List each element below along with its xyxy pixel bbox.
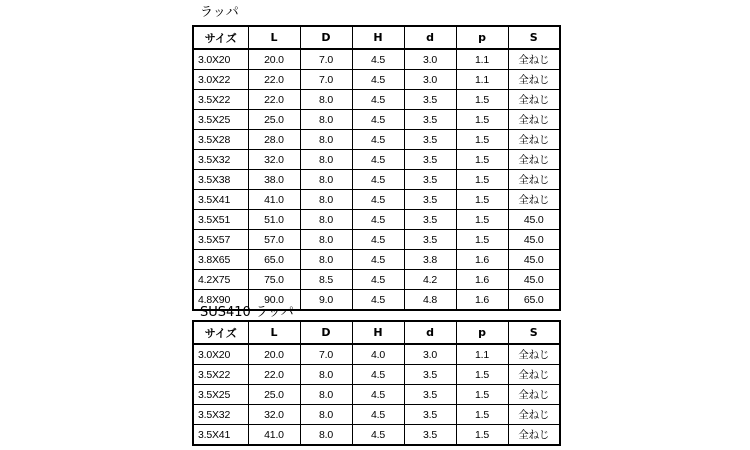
- cell-pitch-p: 1.1: [456, 49, 508, 70]
- cell-size: 3.5X41: [193, 425, 248, 446]
- cell-thread-d: 3.5: [404, 170, 456, 190]
- cell-thread-d: 3.5: [404, 190, 456, 210]
- cell-diameter-d: 8.5: [300, 270, 352, 290]
- column-header-thread-length-s: S: [508, 321, 560, 344]
- column-header-length-l: L: [248, 26, 300, 49]
- cell-diameter-d: 8.0: [300, 230, 352, 250]
- cell-thread-length-s: 45.0: [508, 230, 560, 250]
- cell-pitch-p: 1.5: [456, 425, 508, 446]
- cell-height-h: 4.5: [352, 385, 404, 405]
- cell-thread-length-s: 全ねじ: [508, 90, 560, 110]
- cell-thread-length-s: 45.0: [508, 210, 560, 230]
- cell-thread-length-s: 65.0: [508, 290, 560, 311]
- cell-thread-d: 4.8: [404, 290, 456, 311]
- cell-height-h: 4.5: [352, 290, 404, 311]
- cell-height-h: 4.5: [352, 365, 404, 385]
- cell-thread-d: 3.5: [404, 230, 456, 250]
- cell-length-l: 25.0: [248, 110, 300, 130]
- cell-thread-d: 3.8: [404, 250, 456, 270]
- cell-diameter-d: 9.0: [300, 290, 352, 311]
- table-row: [193, 365, 560, 385]
- cell-pitch-p: 1.5: [456, 90, 508, 110]
- cell-diameter-d: 8.0: [300, 385, 352, 405]
- cell-thread-d: 3.5: [404, 150, 456, 170]
- cell-height-h: 4.5: [352, 270, 404, 290]
- cell-height-h: 4.5: [352, 405, 404, 425]
- column-header-diameter-d: D: [300, 26, 352, 49]
- column-header-height-h: H: [352, 26, 404, 49]
- table-header-row: [193, 26, 560, 49]
- cell-pitch-p: 1.6: [456, 270, 508, 290]
- cell-diameter-d: 8.0: [300, 425, 352, 446]
- cell-size: 3.0X20: [193, 49, 248, 70]
- cell-thread-d: 3.5: [404, 365, 456, 385]
- cell-diameter-d: 8.0: [300, 110, 352, 130]
- cell-length-l: 25.0: [248, 385, 300, 405]
- table-row: [193, 150, 560, 170]
- cell-height-h: 4.0: [352, 344, 404, 365]
- cell-size: 3.5X28: [193, 130, 248, 150]
- cell-thread-d: 4.2: [404, 270, 456, 290]
- cell-size: 3.5X57: [193, 230, 248, 250]
- cell-pitch-p: 1.6: [456, 290, 508, 311]
- spec-table-rappa: [192, 25, 561, 311]
- cell-size: 3.5X32: [193, 405, 248, 425]
- column-header-size: サイズ: [193, 26, 248, 49]
- table-row: [193, 130, 560, 150]
- column-header-thread-d: d: [404, 26, 456, 49]
- cell-thread-d: 3.0: [404, 344, 456, 365]
- cell-size: 3.5X32: [193, 150, 248, 170]
- cell-size: 3.5X22: [193, 90, 248, 110]
- cell-height-h: 4.5: [352, 49, 404, 70]
- table-row: [193, 405, 560, 425]
- cell-length-l: 38.0: [248, 170, 300, 190]
- cell-height-h: 4.5: [352, 210, 404, 230]
- table-row: [193, 344, 560, 365]
- cell-length-l: 28.0: [248, 130, 300, 150]
- cell-size: 3.5X25: [193, 110, 248, 130]
- column-header-height-h: H: [352, 321, 404, 344]
- cell-thread-length-s: 全ねじ: [508, 130, 560, 150]
- cell-thread-length-s: 全ねじ: [508, 425, 560, 446]
- cell-pitch-p: 1.5: [456, 170, 508, 190]
- cell-thread-length-s: 全ねじ: [508, 70, 560, 90]
- cell-thread-d: 3.5: [404, 90, 456, 110]
- cell-length-l: 22.0: [248, 365, 300, 385]
- section-title-sus410-rappa: SUS410 ラッパ: [200, 305, 294, 320]
- cell-pitch-p: 1.6: [456, 250, 508, 270]
- cell-diameter-d: 8.0: [300, 90, 352, 110]
- cell-length-l: 22.0: [248, 90, 300, 110]
- cell-diameter-d: 7.0: [300, 49, 352, 70]
- cell-thread-length-s: 全ねじ: [508, 344, 560, 365]
- cell-length-l: 41.0: [248, 425, 300, 446]
- cell-length-l: 75.0: [248, 270, 300, 290]
- cell-thread-length-s: 全ねじ: [508, 365, 560, 385]
- table-row: [193, 230, 560, 250]
- cell-length-l: 20.0: [248, 344, 300, 365]
- cell-size: 4.8X90: [193, 290, 248, 311]
- cell-thread-length-s: 45.0: [508, 250, 560, 270]
- table-row: [193, 250, 560, 270]
- cell-pitch-p: 1.5: [456, 210, 508, 230]
- table-header-row: [193, 321, 560, 344]
- cell-size: 3.5X41: [193, 190, 248, 210]
- cell-thread-length-s: 全ねじ: [508, 170, 560, 190]
- cell-pitch-p: 1.5: [456, 365, 508, 385]
- cell-pitch-p: 1.5: [456, 190, 508, 210]
- cell-thread-d: 3.5: [404, 385, 456, 405]
- cell-length-l: 51.0: [248, 210, 300, 230]
- cell-length-l: 22.0: [248, 70, 300, 90]
- table-row: [193, 170, 560, 190]
- cell-diameter-d: 8.0: [300, 150, 352, 170]
- cell-height-h: 4.5: [352, 250, 404, 270]
- column-header-pitch-p: p: [456, 26, 508, 49]
- cell-size: 3.5X38: [193, 170, 248, 190]
- cell-length-l: 41.0: [248, 190, 300, 210]
- cell-thread-d: 3.5: [404, 110, 456, 130]
- table-row: [193, 190, 560, 210]
- column-header-thread-length-s: S: [508, 26, 560, 49]
- table-row: [193, 49, 560, 70]
- column-header-size: サイズ: [193, 321, 248, 344]
- cell-diameter-d: 8.0: [300, 210, 352, 230]
- cell-height-h: 4.5: [352, 170, 404, 190]
- cell-diameter-d: 8.0: [300, 130, 352, 150]
- column-header-length-l: L: [248, 321, 300, 344]
- column-header-pitch-p: p: [456, 321, 508, 344]
- column-header-thread-d: d: [404, 321, 456, 344]
- cell-thread-length-s: 全ねじ: [508, 405, 560, 425]
- cell-thread-d: 3.5: [404, 130, 456, 150]
- cell-height-h: 4.5: [352, 110, 404, 130]
- cell-size: 3.0X22: [193, 70, 248, 90]
- cell-size: 3.5X22: [193, 365, 248, 385]
- cell-size: 3.5X51: [193, 210, 248, 230]
- cell-height-h: 4.5: [352, 425, 404, 446]
- cell-pitch-p: 1.5: [456, 405, 508, 425]
- cell-thread-length-s: 全ねじ: [508, 190, 560, 210]
- cell-pitch-p: 1.5: [456, 385, 508, 405]
- spec-table-sus410-rappa: [192, 320, 561, 446]
- cell-length-l: 57.0: [248, 230, 300, 250]
- cell-pitch-p: 1.5: [456, 150, 508, 170]
- cell-diameter-d: 7.0: [300, 70, 352, 90]
- cell-diameter-d: 8.0: [300, 170, 352, 190]
- cell-height-h: 4.5: [352, 230, 404, 250]
- cell-thread-length-s: 45.0: [508, 270, 560, 290]
- cell-pitch-p: 1.5: [456, 230, 508, 250]
- cell-thread-length-s: 全ねじ: [508, 150, 560, 170]
- cell-height-h: 4.5: [352, 90, 404, 110]
- cell-pitch-p: 1.5: [456, 110, 508, 130]
- cell-size: 3.5X25: [193, 385, 248, 405]
- cell-pitch-p: 1.1: [456, 344, 508, 365]
- table-row: [193, 270, 560, 290]
- cell-size: 3.8X65: [193, 250, 248, 270]
- cell-length-l: 32.0: [248, 405, 300, 425]
- cell-size: 4.2X75: [193, 270, 248, 290]
- cell-thread-d: 3.5: [404, 210, 456, 230]
- cell-length-l: 90.0: [248, 290, 300, 311]
- cell-thread-d: 3.0: [404, 49, 456, 70]
- cell-diameter-d: 7.0: [300, 344, 352, 365]
- cell-length-l: 65.0: [248, 250, 300, 270]
- cell-thread-length-s: 全ねじ: [508, 110, 560, 130]
- cell-height-h: 4.5: [352, 190, 404, 210]
- cell-diameter-d: 8.0: [300, 190, 352, 210]
- cell-size: 3.0X20: [193, 344, 248, 365]
- table-row: [193, 425, 560, 446]
- cell-pitch-p: 1.5: [456, 130, 508, 150]
- section-title-rappa: ラッパ: [200, 5, 239, 20]
- table-row: [193, 90, 560, 110]
- column-header-diameter-d: D: [300, 321, 352, 344]
- cell-thread-d: 3.5: [404, 425, 456, 446]
- cell-length-l: 20.0: [248, 49, 300, 70]
- cell-height-h: 4.5: [352, 150, 404, 170]
- table-row: [193, 70, 560, 90]
- cell-height-h: 4.5: [352, 130, 404, 150]
- cell-length-l: 32.0: [248, 150, 300, 170]
- cell-pitch-p: 1.1: [456, 70, 508, 90]
- cell-thread-d: 3.0: [404, 70, 456, 90]
- cell-thread-d: 3.5: [404, 405, 456, 425]
- cell-thread-length-s: 全ねじ: [508, 385, 560, 405]
- cell-height-h: 4.5: [352, 70, 404, 90]
- cell-diameter-d: 8.0: [300, 250, 352, 270]
- table-row: [193, 385, 560, 405]
- cell-thread-length-s: 全ねじ: [508, 49, 560, 70]
- cell-diameter-d: 8.0: [300, 365, 352, 385]
- table-row: [193, 110, 560, 130]
- table-row: [193, 210, 560, 230]
- cell-diameter-d: 8.0: [300, 405, 352, 425]
